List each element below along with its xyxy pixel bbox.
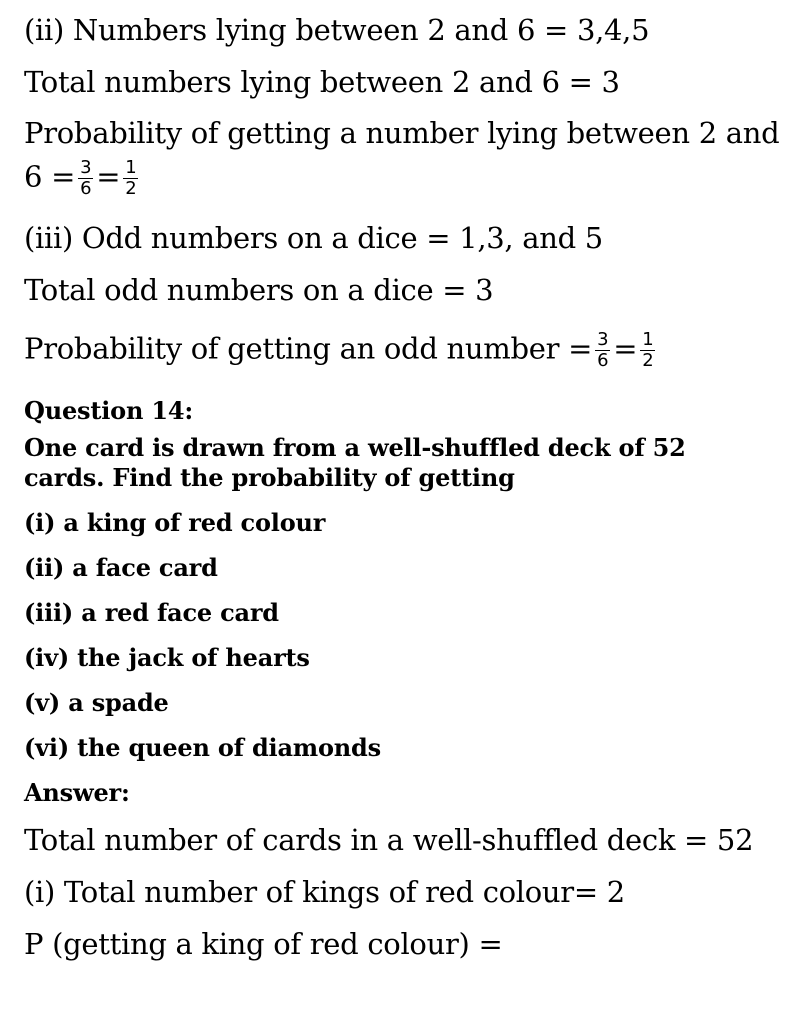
answer-line-probability-red-king: P (getting a king of red colour) = xyxy=(24,927,503,961)
question-heading: Question 14: xyxy=(24,396,194,425)
question-part-vi: (vi) the queen of diamonds xyxy=(24,733,381,762)
question-part-ii: (ii) a face card xyxy=(24,553,218,582)
fraction-denominator: 6 xyxy=(597,350,609,371)
fraction-three-sixths xyxy=(595,330,610,371)
text-line-probability-between: Probability of getting a number lying between 2 and xyxy=(24,116,780,150)
answer-heading: Answer: xyxy=(24,778,130,807)
fraction-numerator: 3 xyxy=(597,329,609,350)
text-line-numbers-between: (ii) Numbers lying between 2 and 6 = 3,4,5 xyxy=(24,13,650,47)
equation-prefix: Probability of getting an odd number = xyxy=(24,331,593,366)
text-line-total-between: Total numbers lying between 2 and 6 = 3 xyxy=(24,65,620,99)
fraction-denominator: 2 xyxy=(642,350,654,371)
fraction-numerator: 1 xyxy=(642,329,654,350)
text-line-odd-numbers: (iii) Odd numbers on a dice = 1,3, and 5 xyxy=(24,221,603,255)
answer-line-red-kings: (i) Total number of kings of red colour= 2 xyxy=(24,875,625,909)
fraction-one-half xyxy=(640,330,655,371)
equation-probability-odd xyxy=(24,330,658,371)
text-line-total-odd: Total odd numbers on a dice = 3 xyxy=(24,273,494,307)
question-part-i: (i) a king of red colour xyxy=(24,508,326,537)
equals-sign: = xyxy=(613,331,638,366)
fraction-three-sixths xyxy=(78,158,93,199)
question-part-iv: (iv) the jack of hearts xyxy=(24,643,310,672)
equation-probability-between xyxy=(24,158,141,199)
equals-sign: = xyxy=(96,159,121,194)
answer-line-total-cards: Total number of cards in a well-shuffled deck = 52 xyxy=(24,823,754,857)
fraction-numerator: 3 xyxy=(80,157,92,178)
fraction-denominator: 2 xyxy=(125,178,137,199)
equation-prefix: 6 = xyxy=(24,159,76,194)
question-stem-line-2: cards. Find the probability of getting xyxy=(24,463,515,492)
question-part-iii: (iii) a red face card xyxy=(24,598,279,627)
question-stem-line-1: One card is drawn from a well-shuffled deck of 52 xyxy=(24,433,686,462)
fraction-one-half xyxy=(123,158,138,199)
fraction-numerator: 1 xyxy=(125,157,137,178)
question-part-v: (v) a spade xyxy=(24,688,169,717)
fraction-denominator: 6 xyxy=(80,178,92,199)
